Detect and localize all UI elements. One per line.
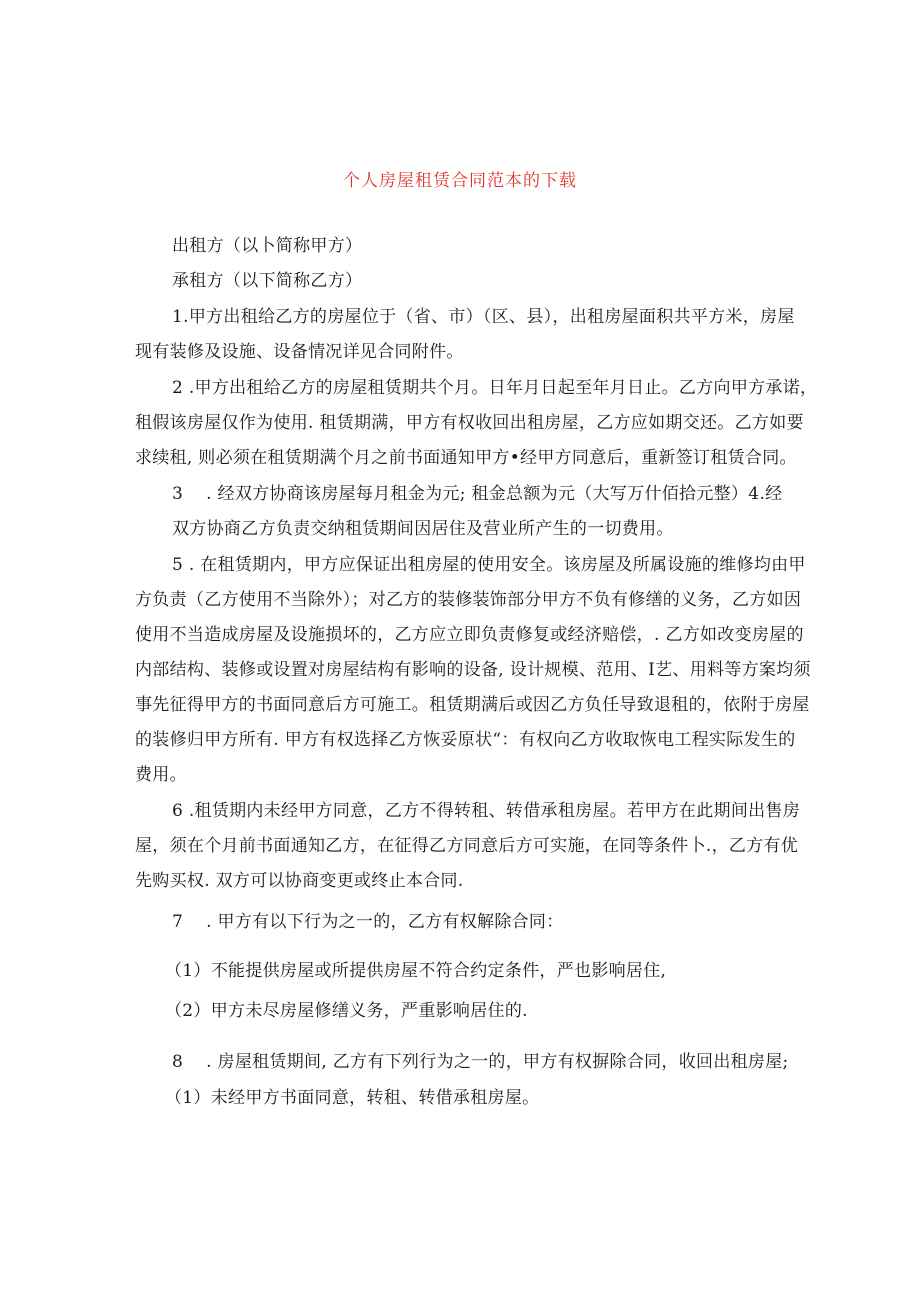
clause-3-line-1: 3 . 经双方协商该房屋每月租金为元; 租金总额为元（大写万什佰拾元整）4.经 (172, 484, 783, 504)
clause-2-line-1: 2 .甲方出租给乙方的房屋租赁期共个月。日年月日起至年月日止。乙方向甲方承诺， (172, 378, 818, 398)
clause-7-heading: 7 . 甲方有以下行为之一的，乙方有权解除合同： (172, 912, 564, 932)
clause-8-item-1: （1）未经甲方书面同意，转租、转借承租房屋。 (165, 1088, 540, 1108)
clause-5-line-6: 的装修归甲方所有. 甲方有权选择乙方恢妥原状“：有权向乙方收取恢电工程实际发生的 (135, 730, 796, 750)
clause-5-line-5: 事先征得甲方的书面同意后方可施工。租赁期满后或因乙方负任导致退租的，依附于房屋 (135, 695, 810, 715)
clause-5-line-1: 5 . 在租赁期内，甲方应保证出租房屋的使用安全。该房屋及所属设施的维修均由甲 (172, 555, 806, 575)
clause-1-line-2: 现有装修及设施、设备情况详见合同附件。 (135, 342, 464, 362)
clause-3-line-2: 双方协商乙方负责交纳租赁期间因居住及营业所产生的一切费用。 (172, 519, 674, 539)
clause-2-line-3: 求续租, 则必须在租赁期满个月之前书面通知甲方•经甲方同意后，重新签订租赁合同。 (135, 448, 797, 468)
lessee-line: 承租方（以下简称乙方） (172, 271, 363, 291)
clause-6-line-2: 屋，须在个月前书面通知乙方，在征得乙方同意后方可实施，在同等条件卜.，乙方有优 (135, 836, 799, 856)
clause-7-item-1: （1）不能提供房屋或所提供房屋不符合约定条件，严也影响居住, (165, 961, 667, 981)
document-title: 个人房屋租赁合同范本的下载 (343, 171, 577, 191)
clause-7-item-2: （2）甲方未尽房屋修缮义务，严重影响居住的. (165, 1001, 528, 1021)
clause-5-line-3: 使用不当造成房屋及设施损坏的，乙方应立即负责修复或经济赔偿，. 乙方如改变房屋的 (135, 625, 804, 645)
lessor-line: 出租方（以卜简称甲方） (172, 236, 363, 256)
clause-2-line-2: 租假该房屋仅作为使用. 租赁期满，甲方有权收回出租房屋，乙方应如期交还。乙方如要 (135, 413, 804, 433)
clause-5-line-7: 费用。 (135, 765, 187, 785)
clause-5-line-2: 方负责（乙方使用不当除外）；对乙方的装修装饰部分甲方不负有修缮的义务，乙方如因 (135, 590, 802, 610)
clause-1-line-1: 1.甲方出租给乙方的房屋位于（省、市）（区、县），出租房屋面积共平方米，房屋 (172, 307, 795, 327)
clause-5-line-4: 内部结构、装修或设置对房屋结构有影响的设备, 设计规模、范用、I艺、用料等方案均须 (135, 660, 811, 680)
clause-6-line-3: 先购买权. 双方可以协商变更或终止本合同. (135, 871, 464, 891)
clause-8-heading: 8 . 房屋租赁期间, 乙方有下列行为之一的，甲方有权摒除合同，收回出租房屋; (172, 1052, 789, 1072)
clause-6-line-1: 6 .租赁期内未经甲方同意，乙方不得转租、转借承租房屋。若甲方在此期间出售房 (172, 801, 801, 821)
